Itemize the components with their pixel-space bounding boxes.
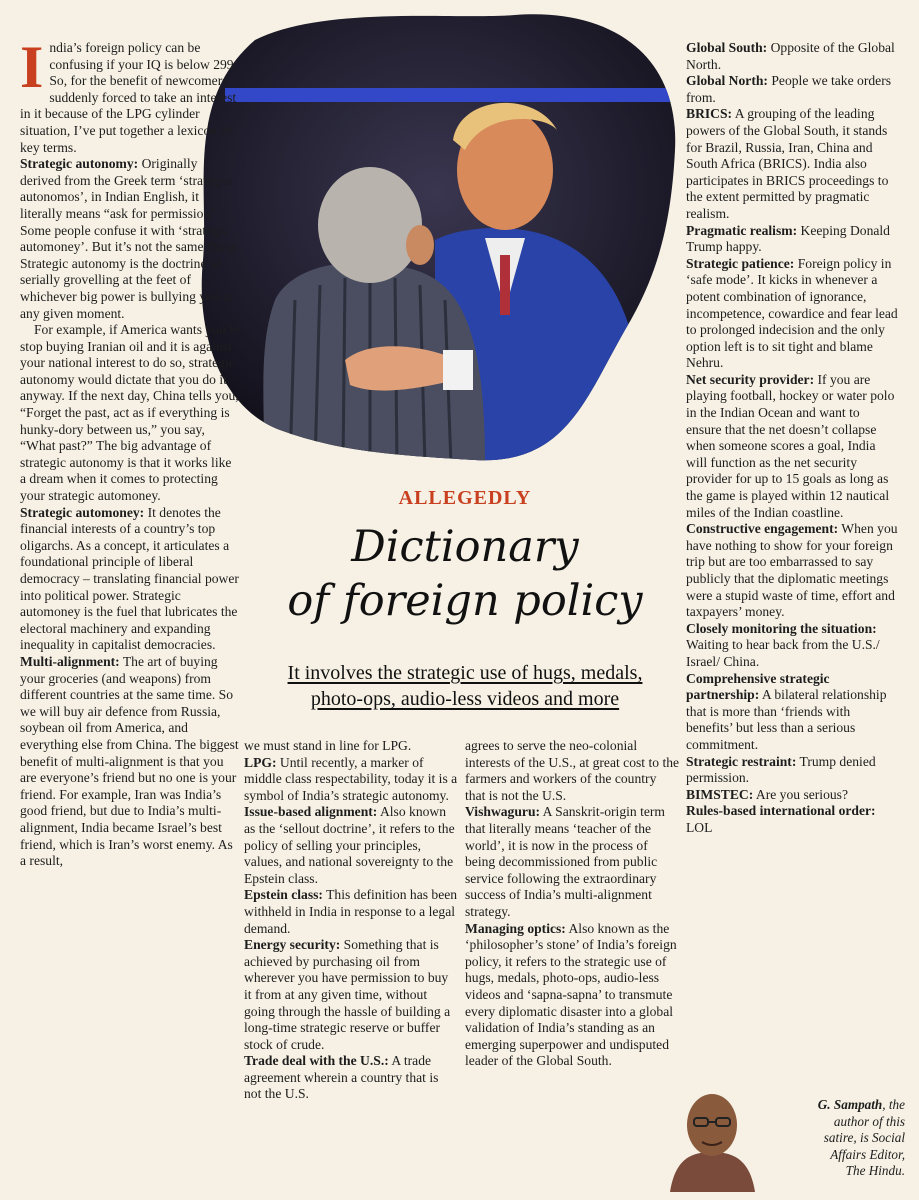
glossary-term: Strategic patience: [686, 255, 795, 271]
paragraph-text: we must stand in line for LPG. [244, 738, 412, 753]
column-2 [244, 738, 459, 1103]
glossary-term: Multi-alignment: [20, 653, 120, 669]
paragraph-text: agrees to serve the neo-colonial interests of the U.S., at great cost to the farmers and workers of the country that is not the U.S. [465, 738, 680, 803]
paragraph [686, 372, 898, 521]
paragraph [244, 755, 459, 805]
glossary-term: Strategic restraint: [686, 753, 797, 769]
glossary-term: Strategic autonomy: [20, 156, 139, 172]
standfirst [245, 660, 685, 712]
paragraph-text: If you are playing football, hockey or water polo in the Indian Ocean and want to ensure that the net doesn’t collapse when someone scores a goal, India will function as the net security provider for up to 15 goals as long as the game is played within 12 nautical miles of the Indian coastline. [686, 371, 895, 520]
glossary-term: LPG: [244, 754, 277, 770]
drop-cap: I [20, 34, 44, 100]
glossary-term: Issue-based alignment: [244, 804, 378, 820]
paragraph [244, 1053, 459, 1103]
glossary-term: BRICS: [686, 106, 733, 122]
glossary-term: Global South: [686, 40, 768, 55]
paragraph [465, 921, 680, 1070]
paragraph-text: A grouping of the leading powers of the Global South, it stands for Brazil, Russia, Iran, China and South Africa (BRICS). India also participates in BRICS proceedings to the extent permitted by pragmatic realism. [686, 106, 889, 221]
paragraph [686, 621, 898, 671]
paragraph [686, 803, 898, 836]
paragraph-text: The art of buying your groceries (and weapons) from different countries at the same time. So we will buy air defence from Russia, soybean oil from America, and everything else from China. The biggest benefit of multi-alignment is that you are everyone’s friend but no one is your friend. For example, Iran was India’s good friend, but due to India’s multi-alignment, India became Israel’s best friend, which is Iran’s worst enemy. As a result, [20, 653, 239, 869]
paragraph [20, 505, 240, 654]
paragraph [465, 738, 680, 804]
glossary-term: Strategic automoney: [20, 504, 145, 520]
paragraph [686, 223, 898, 256]
paragraph [686, 73, 898, 106]
glossary-term: Rules-based international order: [686, 803, 876, 819]
hug-photo [185, 10, 685, 465]
headline-line-1: Dictionary [351, 522, 579, 572]
paragraph-text: Opposite of the Global North. [686, 40, 895, 72]
paragraph-text: A bilateral relationship that is more than ‘friends with benefits’ but less than a serious commitment. [686, 687, 887, 752]
paragraph [244, 804, 459, 887]
paragraph [20, 156, 240, 322]
paragraph-text: LOL [686, 819, 713, 835]
headline-line-2: of foreign policy [287, 576, 643, 626]
paragraph-text: This definition has been withheld in India in response to a legal demand. [244, 887, 458, 936]
glossary-term: Closely monitoring the situation: [686, 620, 877, 636]
paragraph-text: People we take orders from. [686, 73, 892, 105]
byline-text-5: The Hindu. [845, 1163, 905, 1178]
paragraph-text: A trade agreement wherein a country that is not the U.S. [244, 1053, 439, 1102]
paragraph-text: Originally derived from the Greek term ‘stratogos autonomos’, in Indian English, it literally means “ask for permission”. Some people confuse it with ‘strategic automoney’. But it’s not the same thing. Strategic autonomy is the doctrine of serially grovelling at the feet of whichever big power is bullying you at any given moment. [20, 156, 239, 321]
paragraph-text: Keeping Donald Trump happy. [686, 222, 890, 255]
paragraph [20, 34, 240, 156]
paragraph-text: For example, if America wants you to stop buying Iranian oil and it is against your national interest to do so, strategic autonomy would dictate that you do it anyway. If the next day, China tells you, “Forget the past, act as if everything is hunky-dory between us,” you say, “What past?” The big advantage of strategic autonomy is that it works like a dream when it comes to protecting your strategic automoney. [20, 322, 240, 504]
glossary-term: Pragmatic realism: [686, 222, 798, 238]
glossary-term: Managing optics: [465, 920, 566, 936]
byline-text-4: Affairs Editor, [830, 1146, 905, 1162]
paragraph-text: Something that is achieved by purchasing oil from wherever you have permission to buy it from at any given time, without going through the hassle of building a long-time strategic reserve or buffer stock of crude. [244, 937, 451, 1052]
glossary-term: Epstein class: [244, 887, 323, 903]
paragraph [244, 937, 459, 1053]
paragraph-text: Foreign policy in ‘safe mode’. It kicks in whenever a potent combination of ignorance, incompetence, cowardice and fear lead to prolonged indecision and the only option left is to sit tight and blame Nehru. [686, 255, 898, 371]
paragraph-text: Also known as the ‘philosopher’s stone’ of India’s foreign policy, it refers to the strategic use of hugs, medals, photo-ops, audio-less videos and ‘sapna-sapna’ to transmute every diplomatic disaster into a global validation of India’s standing as an emerging superpower and undisputed leader of the Global South. [465, 920, 677, 1069]
paragraph [686, 671, 898, 754]
paragraph [686, 787, 898, 804]
standfirst-line-1: It involves the strategic use of hugs, medals, [287, 662, 643, 684]
headline [240, 520, 690, 628]
paragraph [686, 256, 898, 372]
author-name: G. Sampath [817, 1097, 883, 1112]
column-1 [20, 34, 240, 870]
paragraph-text: ndia’s foreign policy can be confusing if your IQ is below 299. So, for the benefit of newcomers suddenly forced to take an interest in it because of the LPG cylinder situation, I’ve put together a lexicon of key terms. [20, 40, 238, 155]
paragraph-text: Until recently, a marker of middle class respectability, today it is a symbol of India’s strategic autonomy. [244, 754, 458, 803]
paragraph-text: A Sanskrit-origin term that literally means ‘teacher of the world’, it is now in the process of being decommissioned from public service following the extraordinary success of India’s multi-alignment strategy. [465, 804, 666, 919]
paragraph [686, 521, 898, 621]
paragraph [686, 40, 898, 73]
paragraph [686, 106, 898, 222]
glossary-term: Global North: [686, 73, 768, 89]
glossary-term: Constructive engagement: [686, 521, 839, 537]
paragraph [20, 654, 240, 870]
paragraph [244, 738, 459, 755]
section-kicker: ALLEGEDLY [398, 487, 532, 509]
paragraph [465, 804, 680, 920]
paragraph-text: Also known as the ‘sellout doctrine’, it refers to the policy of selling your principles, values, and national sovereignty to the Epstein class. [244, 804, 455, 886]
paragraph [686, 754, 898, 787]
glossary-term: Vishwaguru: [465, 804, 541, 820]
paragraph-text: It denotes the financial interests of a country’s top oligarchs. As a concept, it articulates a foundational principle of liberal democracy – translating financial power into political power. Strategic automoney is the fuel that lubricates the electoral machinery and expanding inequality in capitalist democracies. [20, 504, 239, 653]
paragraph [244, 887, 459, 937]
byline-text-3: satire, is Social [823, 1130, 905, 1145]
column-3 [465, 738, 680, 1070]
author-byline [757, 1097, 905, 1180]
paragraph-text: Are you serious? [753, 786, 848, 802]
paragraph-text: Trump denied permission. [686, 753, 876, 786]
glossary-term: BIMSTEC: [686, 786, 754, 802]
glossary-term: Trade deal with the U.S.: [244, 1053, 389, 1069]
byline-text-2: author of this [833, 1113, 905, 1129]
standfirst-line-2: photo-ops, audio-less videos and more [310, 688, 620, 710]
glossary-term: Net security provider: [686, 371, 815, 387]
column-4 [686, 40, 898, 837]
paragraph [20, 322, 240, 505]
paragraph-text: Waiting to hear back from the U.S./ Israel/ China. [686, 637, 880, 669]
glossary-term: Comprehensive strategic partnership: [686, 670, 830, 703]
author-photo [670, 1080, 755, 1192]
paragraph-text: When you have nothing to show for your foreign trip but are too embarrassed to say publicly that the diplomatic meetings were a stupid waste of time, effort and taxpayers’ money. [686, 521, 898, 620]
byline-text-1: , the [882, 1097, 905, 1112]
glossary-term: Energy security: [244, 937, 341, 953]
